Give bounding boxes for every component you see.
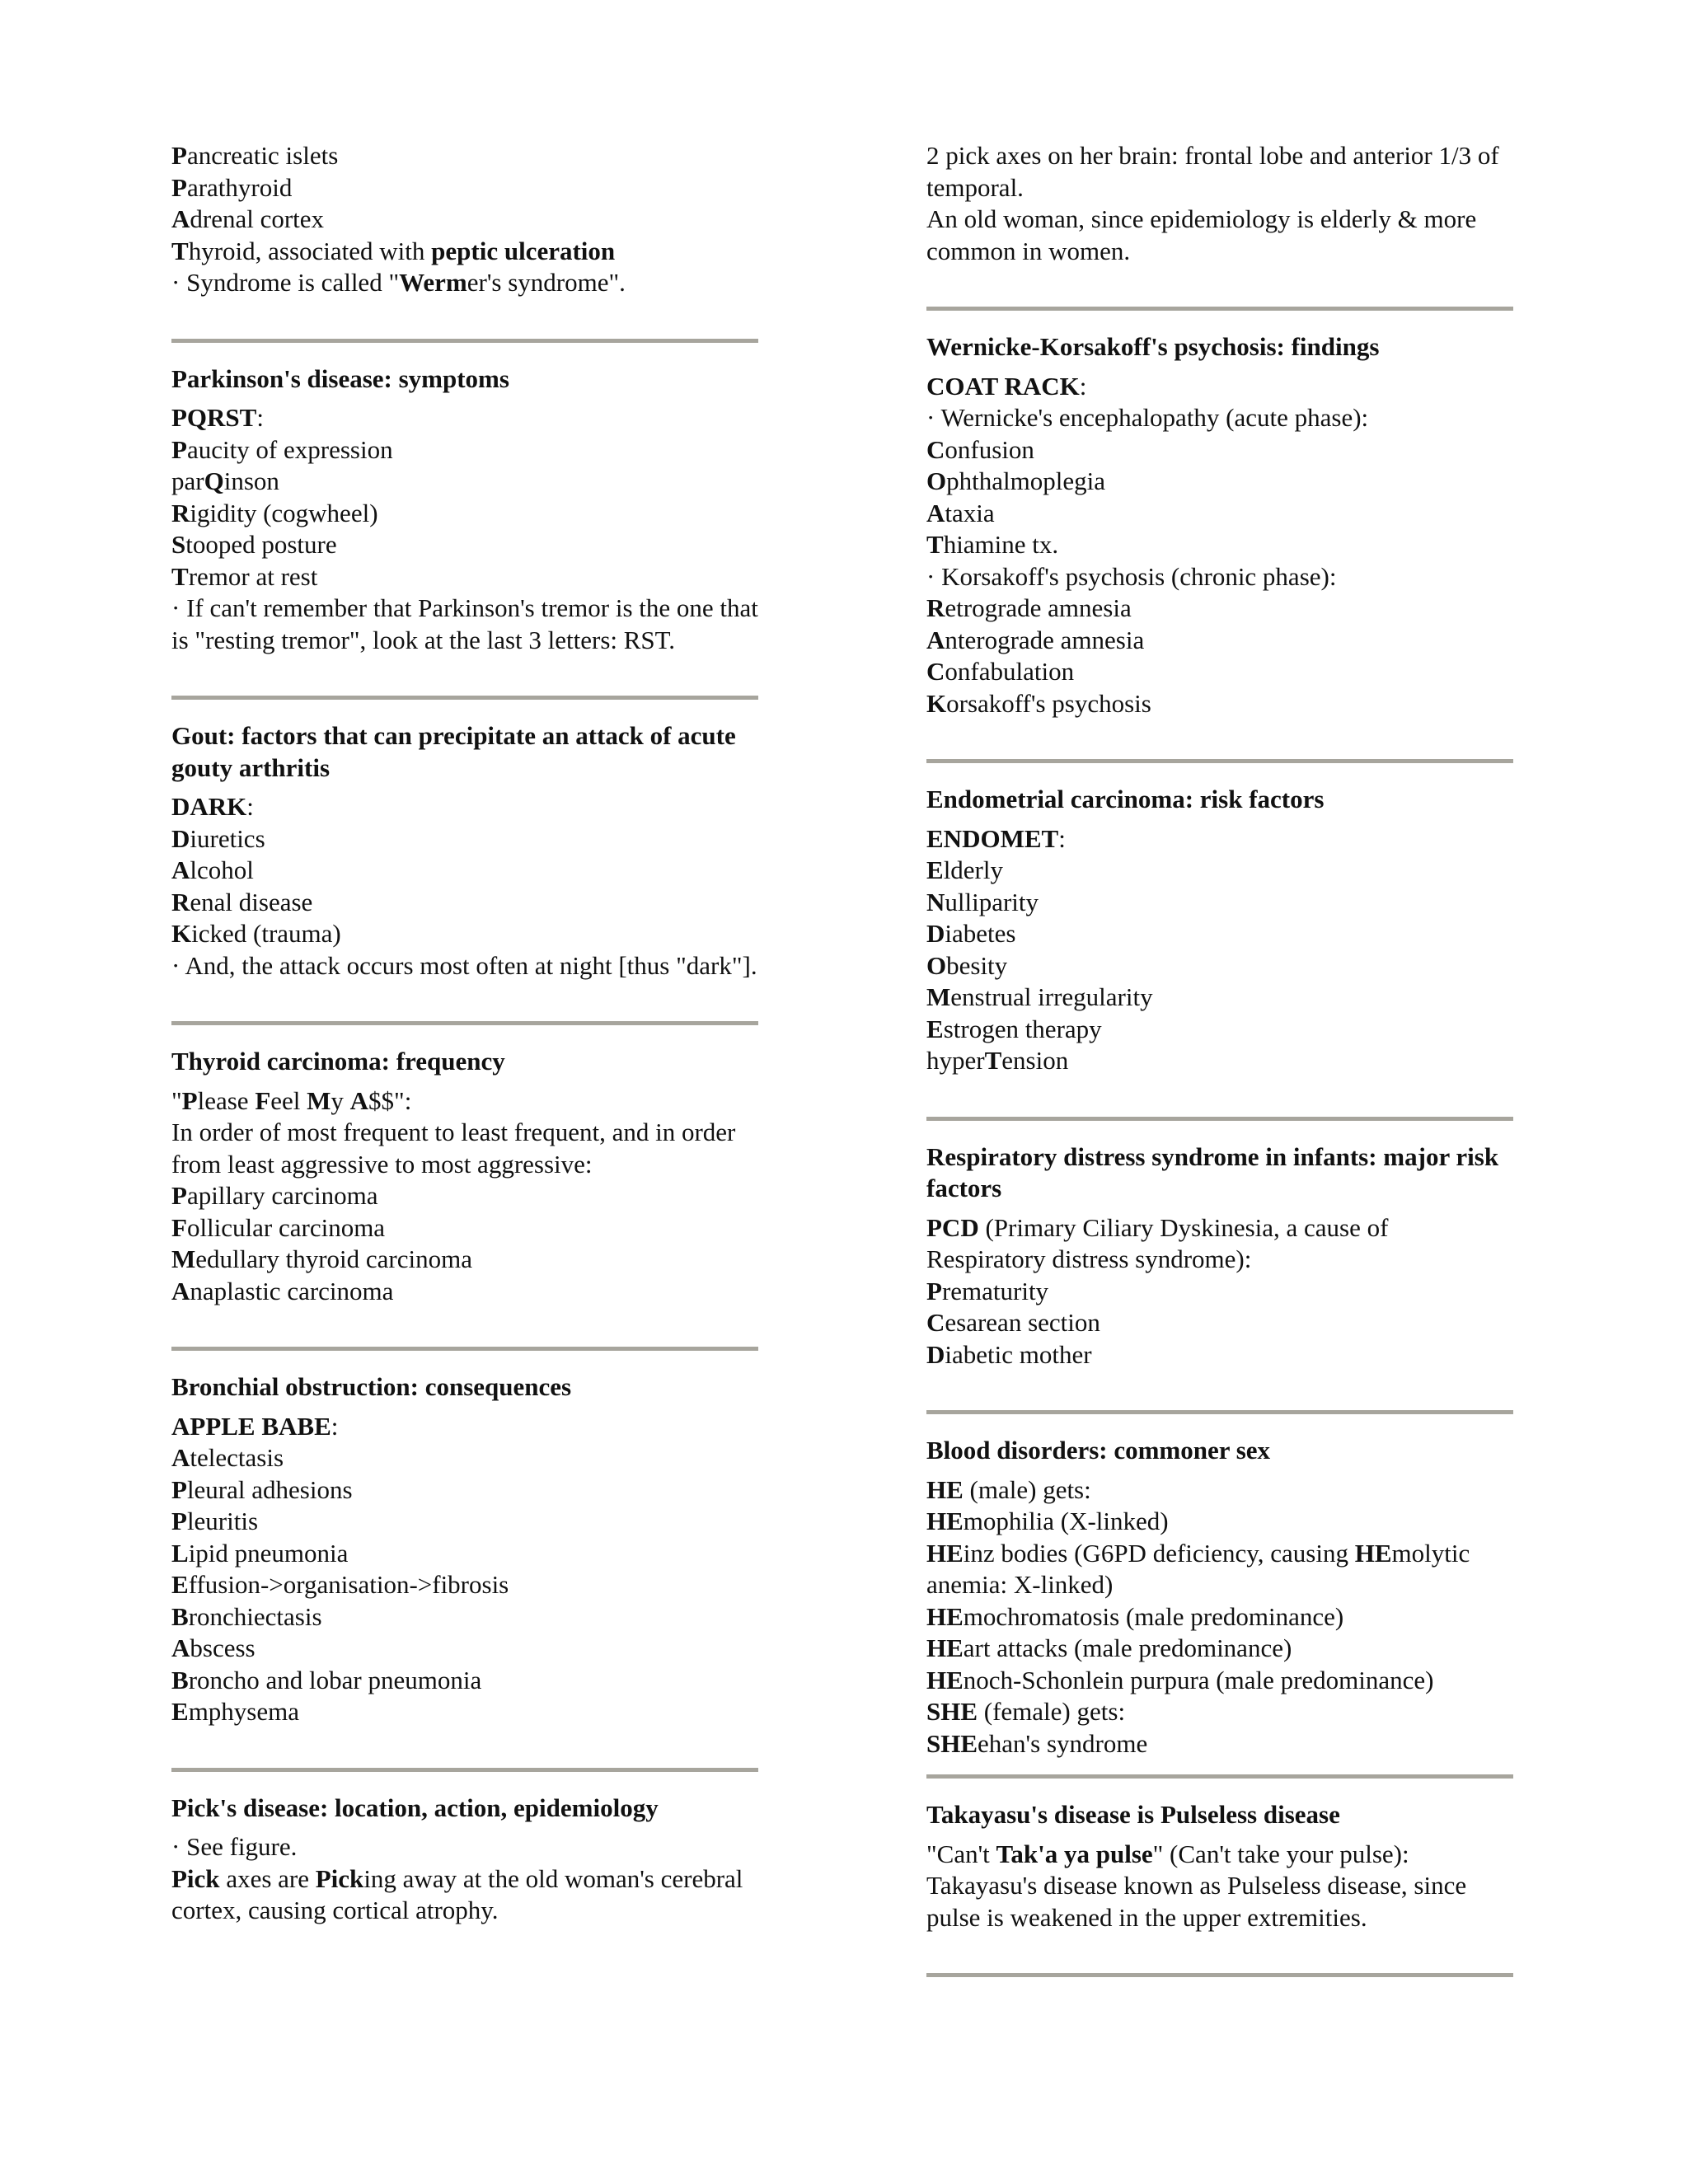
section-line: · Wernicke's encephalopathy (acute phase): xyxy=(926,403,1369,432)
section-line: · Korsakoff's psychosis (chronic phase): xyxy=(926,561,1337,591)
section-line: Kicked (trauma) xyxy=(171,919,341,948)
mnemonic-section xyxy=(926,784,1513,1077)
section-divider xyxy=(926,1774,1513,1779)
section-line: Abscess xyxy=(171,1633,256,1662)
mnemonic-section xyxy=(171,1371,758,1728)
section-line: · If can't remember that Parkinson's tremor is the one that is "resting tremor", look at the last 3 letters: RST. xyxy=(171,593,758,654)
section-line: Confusion xyxy=(926,434,1034,464)
mnemonic-section xyxy=(926,1799,1513,1933)
section-divider xyxy=(926,759,1513,763)
section-line: Renal disease xyxy=(171,887,313,916)
left-intro-line: Parathyroid xyxy=(171,172,293,202)
section-line: Bronchiectasis xyxy=(171,1601,322,1631)
section-line: Paucity of expression xyxy=(171,434,393,464)
section-line: Nulliparity xyxy=(926,887,1039,916)
section-line: Ataxia xyxy=(926,498,995,527)
section-line: In order of most frequent to least frequent, and in order from least aggressive to most aggressive: xyxy=(171,1118,736,1179)
section-line: Estrogen therapy xyxy=(926,1014,1102,1043)
section-line: HE (male) gets: xyxy=(926,1474,1091,1504)
section-line: Diabetic mother xyxy=(926,1339,1092,1369)
section-divider xyxy=(926,307,1513,311)
section-line: Alcohol xyxy=(171,855,254,884)
section-line: parQinson xyxy=(171,466,279,495)
section-title: Parkinson's disease: symptoms xyxy=(171,363,509,393)
section-divider xyxy=(171,1768,758,1772)
section-line: COAT RACK: xyxy=(926,371,1087,401)
section-divider xyxy=(926,1117,1513,1121)
section-line: HEart attacks (male predominance) xyxy=(926,1633,1292,1662)
section-line: Obesity xyxy=(926,950,1008,980)
right-column xyxy=(926,140,1513,1998)
section-line: SHEehan's syndrome xyxy=(926,1728,1148,1758)
section-line: Pick axes are Picking away at the old woman's cerebral cortex, causing cortical atrophy. xyxy=(171,1863,743,1924)
right-intro-line: 2 pick axes on her brain: frontal lobe and anterior 1/3 of temporal. xyxy=(926,141,1499,202)
mnemonic-section xyxy=(926,1141,1513,1371)
section-divider xyxy=(171,1021,758,1025)
section-line: Lipid pneumonia xyxy=(171,1538,349,1568)
section-line: Confabulation xyxy=(926,657,1075,686)
section-line: Pleuritis xyxy=(171,1507,259,1535)
section-line: HEnoch-Schonlein purpura (male predominance) xyxy=(926,1665,1434,1694)
section-line: · And, the attack occurs most often at night [thus "dark"]. xyxy=(171,950,757,980)
section-title: Bronchial obstruction: consequences xyxy=(171,1372,572,1401)
section-title: Endometrial carcinoma: risk factors xyxy=(926,785,1325,813)
section-line: Elderly xyxy=(926,855,1003,884)
section-line: "Can't Tak'a ya pulse" (Can't take your pulse): Takayasu's disease known as Pulseless disease, since pulse is weakened in the upper extremities. xyxy=(926,1839,1467,1932)
section-title: Respiratory distress syndrome in infants: major risk factors xyxy=(926,1141,1499,1202)
section-line: Emphysema xyxy=(171,1697,299,1726)
mnemonic-section xyxy=(171,363,758,657)
section-line: hyperTension xyxy=(926,1046,1069,1075)
section-line: Anterograde amnesia xyxy=(926,625,1145,654)
section-title: Gout: factors that can precipitate an attack of acute gouty arthritis xyxy=(171,721,736,782)
mnemonic-section xyxy=(171,1046,758,1307)
section-line: PQRST: xyxy=(171,403,264,432)
section-line: Diabetes xyxy=(926,919,1016,948)
section-line: Retrograde amnesia xyxy=(926,593,1132,622)
section-line: Stooped posture xyxy=(171,530,337,559)
section-line: "Please Feel My A$$": xyxy=(171,1085,412,1115)
section-line: PCD (Primary Ciliary Dyskinesia, a cause of Respiratory distress syndrome): xyxy=(926,1212,1389,1273)
section-title: Blood disorders: commoner sex xyxy=(926,1436,1271,1465)
section-line: Korsakoff's psychosis xyxy=(926,688,1151,718)
section-line: Follicular carcinoma xyxy=(171,1212,386,1242)
section-divider xyxy=(171,339,758,343)
section-line: Menstrual irregularity xyxy=(926,982,1153,1011)
section-line: DARK: xyxy=(171,792,254,821)
section-line: Cesarean section xyxy=(926,1308,1100,1337)
right-intro-line: An old woman, since epidemiology is elderly & more common in women. xyxy=(926,204,1477,265)
section-title: Pick's disease: location, action, epidemiology xyxy=(171,1793,659,1822)
section-title: Thyroid carcinoma: frequency xyxy=(171,1047,505,1076)
section-line: Atelectasis xyxy=(171,1443,284,1472)
mnemonic-section xyxy=(926,331,1513,719)
section-line: Prematurity xyxy=(926,1276,1049,1305)
mnemonic-section xyxy=(926,1435,1513,1760)
section-line: Broncho and lobar pneumonia xyxy=(171,1665,482,1694)
section-title: Takayasu's disease is Pulseless disease xyxy=(926,1800,1340,1829)
section-line: Tremor at rest xyxy=(171,561,318,591)
section-line: Medullary thyroid carcinoma xyxy=(171,1244,472,1273)
mnemonic-section xyxy=(171,1793,758,1927)
section-divider xyxy=(926,1973,1513,1977)
section-line: Anaplastic carcinoma xyxy=(171,1276,394,1305)
left-intro-line: Pancreatic islets xyxy=(171,141,339,170)
section-divider xyxy=(926,1410,1513,1414)
section-divider xyxy=(171,696,758,700)
section-line: Thiamine tx. xyxy=(926,530,1059,559)
left-intro-line: Adrenal cortex xyxy=(171,204,325,233)
section-line: · See figure. xyxy=(171,1832,298,1861)
section-line: HEinz bodies (G6PD deficiency, causing HEmolytic anemia: X-linked) xyxy=(926,1538,1470,1599)
section-divider xyxy=(171,1347,758,1351)
section-line: HEmophilia (X-linked) xyxy=(926,1507,1169,1535)
section-line: ENDOMET: xyxy=(926,823,1066,853)
section-line: APPLE BABE: xyxy=(171,1411,339,1441)
section-line: Diuretics xyxy=(171,823,265,853)
section-line: Papillary carcinoma xyxy=(171,1181,378,1210)
left-intro-line: · Syndrome is called "Wermer's syndrome". xyxy=(171,268,626,297)
section-line: Ophthalmoplegia xyxy=(926,466,1105,495)
left-intro-line: Thyroid, associated with peptic ulceration xyxy=(171,236,616,265)
section-line: SHE (female) gets: xyxy=(926,1697,1126,1726)
left-column xyxy=(171,140,758,1927)
mnemonic-section xyxy=(171,720,758,982)
section-line: Effusion->organisation->fibrosis xyxy=(171,1570,509,1599)
section-line: Pleural adhesions xyxy=(171,1474,353,1504)
section-title: Wernicke-Korsakoff's psychosis: findings xyxy=(926,332,1380,361)
section-line: Rigidity (cogwheel) xyxy=(171,498,378,527)
section-line: HEmochromatosis (male predominance) xyxy=(926,1601,1344,1631)
